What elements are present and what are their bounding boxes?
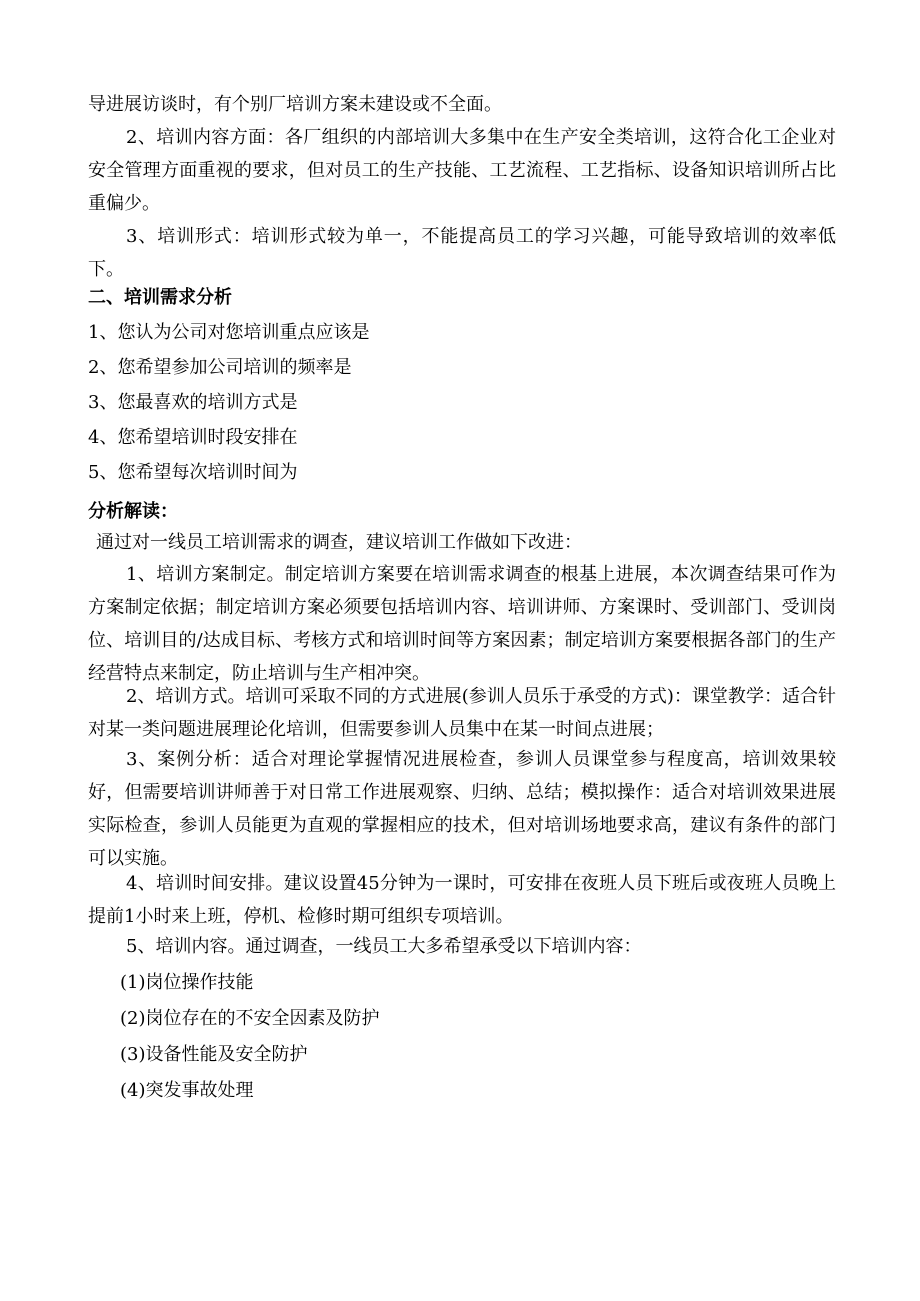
content-item: (4)突发事故处理: [120, 1080, 254, 1101]
content-item: (1)岗位操作技能: [120, 972, 254, 993]
content-item: (2)岗位存在的不安全因素及防护: [120, 1008, 380, 1029]
paragraph-schedule: 4、培训时间安排。建议设置45分钟为一课时，可安排在夜班人员下班后或夜班人员晚上提前1小时来上班，停机、检修时期可组织专项培训。: [88, 873, 836, 927]
paragraph-method: 2、培训方式。培训可采取不同的方式进展(参训人员乐于承受的方式)：课堂教学：适合针对某一类问题进展理论化培训，但需要参训人员集中在某一时间点进展；: [88, 686, 836, 740]
question-item: 4、您希望培训时段安排在: [88, 427, 298, 448]
paragraph-training-content: 2、培训内容方面：各厂组织的内部培训大多集中在生产安全类培训，这符合化工企业对安全管理方面重视的要求，但对员工的生产技能、工艺流程、工艺指标、设备知识培训所占比重偏少。: [88, 127, 836, 214]
paragraph-case-analysis: 3、案例分析：适合对理论掌握情况进展检查，参训人员课堂参与程度高，培训效果较好，但需要培训讲师善于对日常工作进展观察、归纳、总结；模拟操作：适合对培训效果进展实际检查，参训人员能更为直观的掌握相应的技术，但对培训场地要求高，建议有条件的部门可以实施。: [88, 749, 836, 869]
paragraph-training-form: 3、培训形式：培训形式较为单一，不能提高员工的学习兴趣，可能导致培训的效率低下。: [88, 226, 836, 280]
content-item: (3)设备性能及安全防护: [120, 1044, 308, 1065]
question-item: 2、您希望参加公司培训的频率是: [88, 357, 352, 378]
question-item: 5、您希望每次培训时间为: [88, 462, 298, 483]
analysis-heading: 分析解读：: [88, 501, 178, 522]
question-item: 3、您最喜欢的培训方式是: [88, 392, 298, 413]
section-heading-needs-analysis: 二、培训需求分析: [88, 287, 232, 308]
paragraph-plan: 1、培训方案制定。制定培训方案要在培训需求调查的根基上进展，本次调查结果可作为方案制定依据；制定培训方案必须要包括培训内容、培训讲师、方案课时、受训部门、受训岗位、培训目的/达成目标、考核方式和培训时间等方案因素；制定培训方案要根据各部门的生产经营特点来制定，防止培训与生产相冲突。: [88, 564, 836, 684]
paragraph-continuation: 导进展访谈时，有个别厂培训方案未建设或不全面。: [88, 94, 502, 115]
paragraph-content: 5、培训内容。通过调查，一线员工大多希望承受以下培训内容：: [126, 936, 642, 957]
analysis-intro: 通过对一线员工培训需求的调查，建议培训工作做如下改进：: [96, 532, 582, 553]
question-item: 1、您认为公司对您培训重点应该是: [88, 322, 370, 343]
